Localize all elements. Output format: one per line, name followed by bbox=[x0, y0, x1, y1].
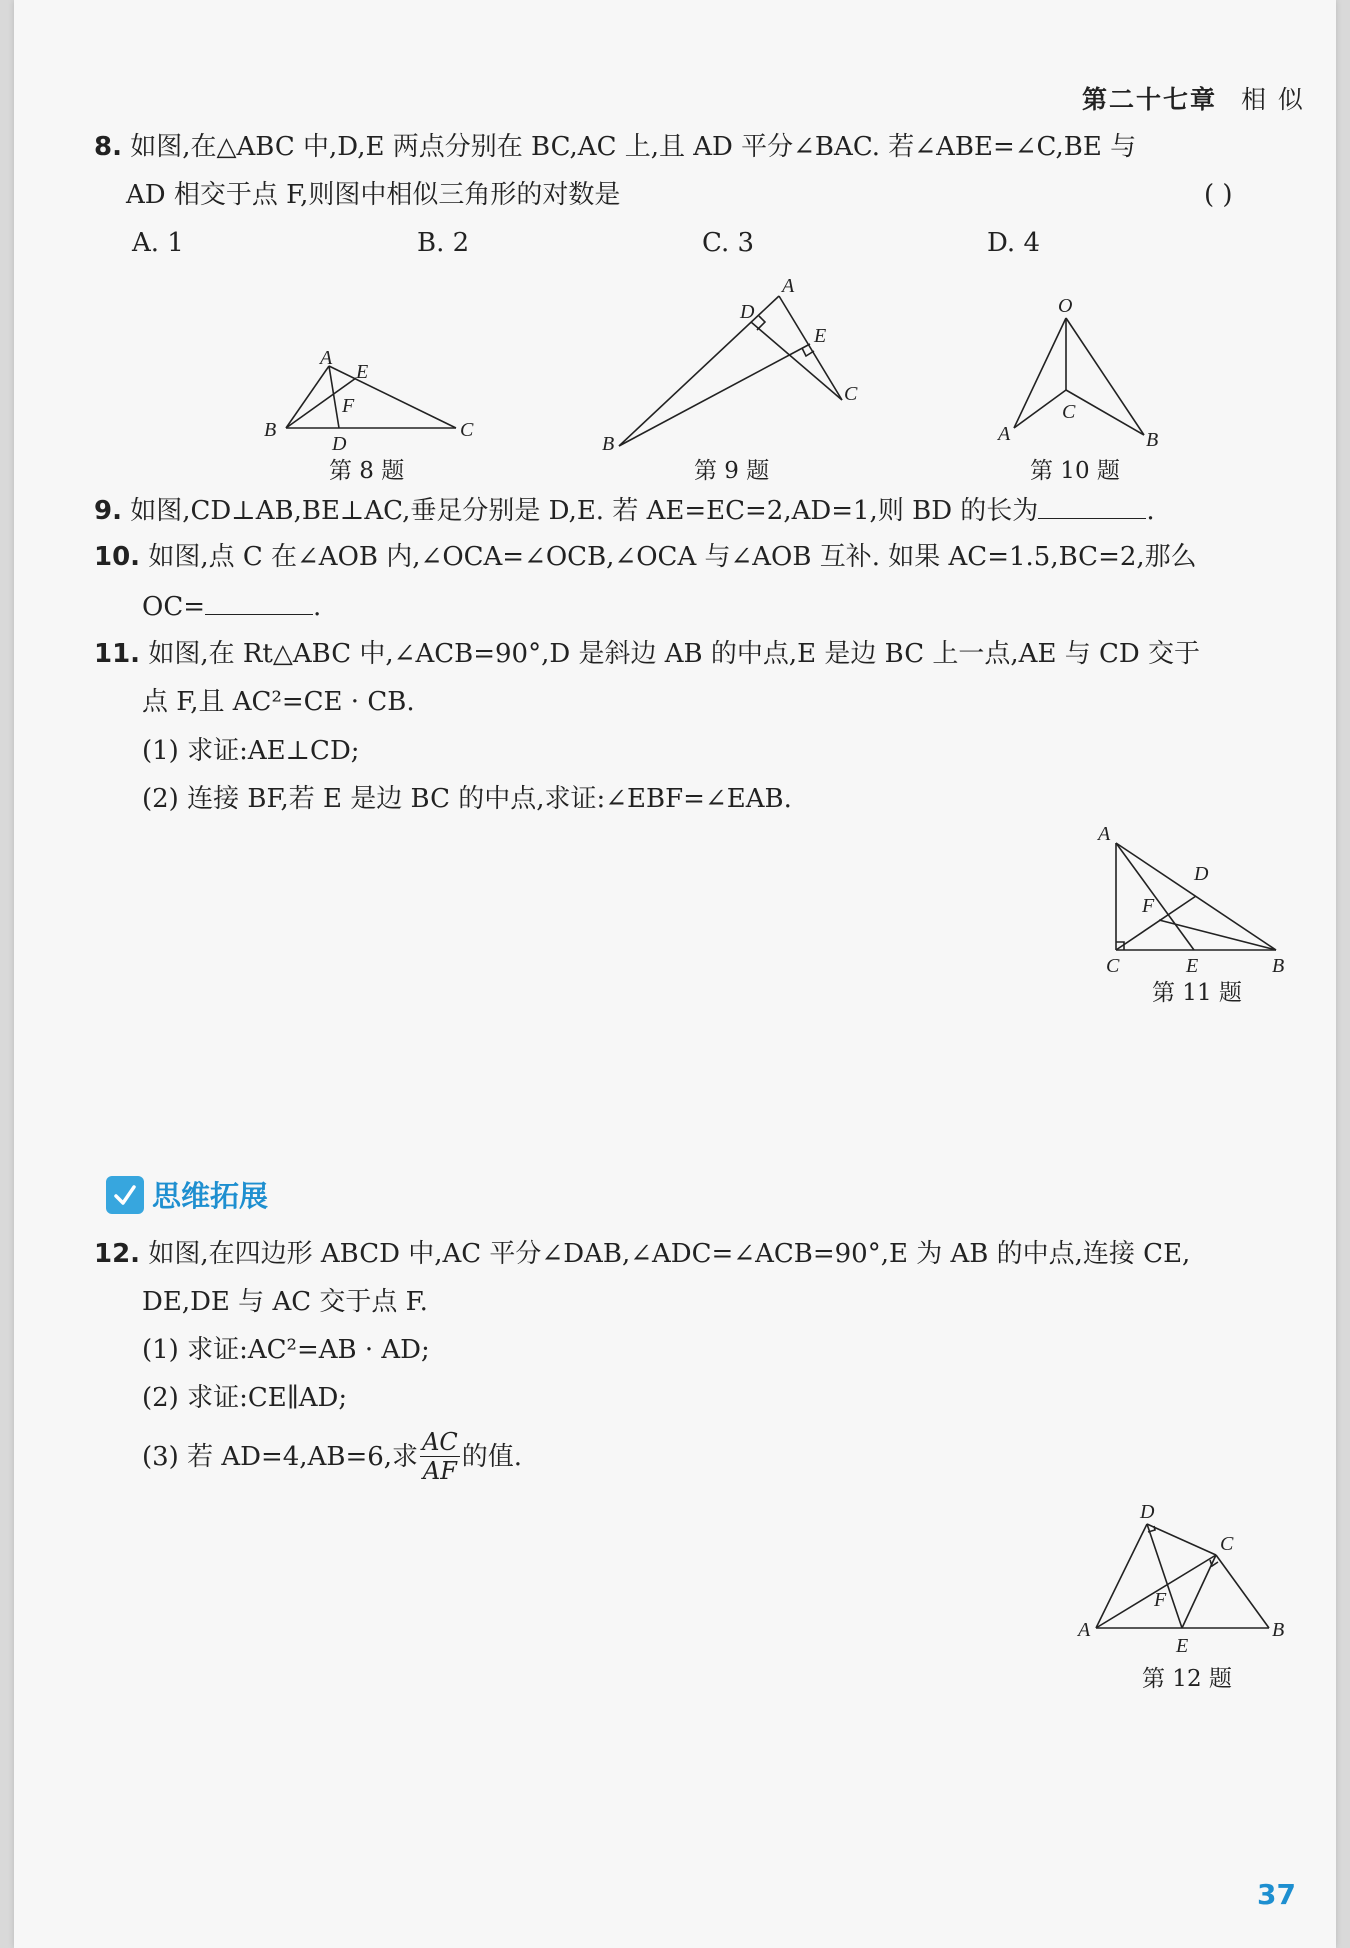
q9-text: 如图,CD⊥AB,BE⊥AC,垂足分别是 D,E. 若 AE=EC=2,AD=1,则 BD 的长为 bbox=[130, 496, 1039, 526]
q12-number: 12. bbox=[94, 1239, 141, 1269]
q12-fraction-denominator: AF bbox=[422, 1457, 457, 1485]
q8-text-line2: AD 相交于点 F,则图中相似三角形的对数是 bbox=[126, 180, 621, 210]
fig9-label-d: D bbox=[740, 301, 755, 323]
fig8-label-d: D bbox=[332, 433, 347, 455]
fig8-label-c: C bbox=[460, 419, 474, 441]
q9-answer-blank[interactable] bbox=[1038, 492, 1146, 519]
q8-option-a: A. 1 bbox=[132, 228, 184, 258]
q8-text-line1: 如图,在△ABC 中,D,E 两点分别在 BC,AC 上,且 AD 平分∠BAC. 若∠ABE=∠C,BE 与 bbox=[130, 132, 1137, 162]
q12-part3-end: 的值. bbox=[461, 1441, 523, 1472]
fig12-label-e: E bbox=[1176, 1635, 1189, 1657]
fig8-caption: 第 8 题 bbox=[329, 458, 405, 484]
q11-text-line2: 点 F,且 AC²=CE · CB. bbox=[142, 687, 415, 717]
fig8-label-f: F bbox=[342, 395, 355, 417]
fig12-side-cb bbox=[1216, 1555, 1269, 1628]
figure-9 bbox=[619, 296, 842, 446]
fig8-label-b: B bbox=[264, 419, 277, 441]
figure-12 bbox=[1096, 1524, 1269, 1628]
fig11-segment-ae bbox=[1116, 843, 1194, 950]
q11-part1: (1) 求证:AE⊥CD; bbox=[142, 736, 360, 766]
fig11-caption: 第 11 题 bbox=[1152, 980, 1242, 1006]
fig10-segment-bc bbox=[1066, 390, 1144, 435]
q8-option-b: B. 2 bbox=[417, 228, 470, 258]
figures-canvas bbox=[14, 0, 1336, 1948]
figure-10 bbox=[1014, 318, 1144, 435]
fig9-side-ab bbox=[619, 296, 779, 446]
q11-text-line1: 如图,在 Rt△ABC 中,∠ACB=90°,D 是斜边 AB 的中点,E 是边 BC 上一点,AE 与 CD 交于 bbox=[148, 639, 1200, 669]
fig9-right-angle-e bbox=[802, 348, 814, 356]
page bbox=[14, 0, 1336, 1948]
q12-fraction-numerator: AC bbox=[422, 1428, 458, 1456]
q10-line2 bbox=[142, 588, 321, 624]
fig9-caption: 第 9 题 bbox=[694, 458, 770, 484]
fig11-label-f: F bbox=[1142, 895, 1155, 917]
fig11-label-d: D bbox=[1194, 863, 1209, 885]
fig10-ray-ob bbox=[1066, 318, 1144, 435]
q10-line1 bbox=[94, 540, 1197, 574]
q12-line1 bbox=[94, 1237, 1190, 1271]
q10-number: 10. bbox=[94, 542, 141, 572]
q12-text-line1: 如图,在四边形 ABCD 中,AC 平分∠DAB,∠ADC=∠ACB=90°,E 为 AB 的中点,连接 CE, bbox=[148, 1239, 1191, 1269]
fig12-side-dc bbox=[1147, 1524, 1216, 1555]
fig11-label-b: B bbox=[1272, 955, 1285, 977]
q12-text-line2: DE,DE 与 AC 交于点 F. bbox=[142, 1287, 428, 1317]
figure-11 bbox=[1116, 843, 1276, 950]
fig8-label-e: E bbox=[356, 361, 369, 383]
fig11-label-a: A bbox=[1098, 823, 1111, 845]
fig9-label-c: C bbox=[844, 383, 858, 405]
fig9-segment-cd bbox=[751, 322, 842, 400]
q12-part2: (2) 求证:CE∥AD; bbox=[142, 1383, 348, 1413]
fig11-label-e: E bbox=[1186, 955, 1199, 977]
chapter-number: 第二十七章 bbox=[1082, 85, 1218, 114]
fig12-label-a: A bbox=[1078, 1619, 1091, 1641]
fig8-label-a: A bbox=[320, 347, 333, 369]
q8-number: 8. bbox=[94, 132, 122, 162]
fig9-label-e: E bbox=[814, 325, 827, 347]
fig9-label-a: A bbox=[782, 275, 795, 297]
fig9-segment-be bbox=[619, 344, 810, 446]
q8-option-d: D. 4 bbox=[987, 228, 1040, 258]
q10-answer-blank[interactable] bbox=[205, 588, 313, 615]
q9-end: . bbox=[1146, 496, 1155, 526]
section-title-text: 思维拓展 bbox=[152, 1179, 269, 1213]
fig10-label-o: O bbox=[1058, 295, 1073, 317]
q8-option-c: C. 3 bbox=[702, 228, 755, 258]
fig10-segment-ac bbox=[1014, 390, 1066, 428]
fig11-segment-bf bbox=[1159, 920, 1276, 950]
q12-part1: (1) 求证:AC²=AB · AD; bbox=[142, 1335, 430, 1365]
fig11-segment-cd bbox=[1116, 896, 1196, 950]
fig10-ray-oa bbox=[1014, 318, 1066, 428]
fig12-label-b: B bbox=[1272, 1619, 1285, 1641]
q10-text-line1: 如图,点 C 在∠AOB 内,∠OCA=∠OCB,∠OCA 与∠AOB 互补. 如果 AC=1.5,BC=2,那么 bbox=[148, 542, 1197, 572]
fig12-label-f: F bbox=[1154, 1589, 1167, 1611]
expand-icon bbox=[106, 1176, 144, 1214]
q11-part2: (2) 连接 BF,若 E 是边 BC 的中点,求证:∠EBF=∠EAB. bbox=[142, 784, 792, 814]
fig9-right-angle-d bbox=[757, 316, 765, 330]
q9-number: 9. bbox=[94, 496, 122, 526]
fig10-label-a: A bbox=[998, 423, 1011, 445]
fig9-label-b: B bbox=[602, 433, 615, 455]
q12-fraction bbox=[420, 1428, 460, 1485]
chapter-title: 相 似 bbox=[1240, 85, 1305, 114]
section-thinking-expansion bbox=[106, 1174, 268, 1215]
q9-line bbox=[94, 492, 1155, 528]
fig10-caption: 第 10 题 bbox=[1030, 458, 1120, 484]
q8-answer-paren: ( ) bbox=[1204, 180, 1233, 210]
figure-8 bbox=[286, 366, 456, 428]
q10-text-line2: OC= bbox=[142, 592, 205, 622]
fig12-label-c: C bbox=[1220, 1533, 1234, 1555]
fig12-caption: 第 12 题 bbox=[1142, 1666, 1232, 1692]
fig11-label-c: C bbox=[1106, 955, 1120, 977]
fig9-side-ac bbox=[779, 296, 842, 400]
fig12-segment-de bbox=[1147, 1524, 1182, 1628]
q12-part3 bbox=[142, 1428, 522, 1485]
page-number: 37 bbox=[1257, 1878, 1296, 1911]
fig8-side-ab bbox=[286, 366, 329, 428]
fig10-label-b: B bbox=[1146, 429, 1159, 451]
q11-line1 bbox=[94, 637, 1200, 671]
q12-part3-text: (3) 若 AD=4,AB=6,求 bbox=[142, 1441, 419, 1472]
q11-number: 11. bbox=[94, 639, 141, 669]
fig10-label-c: C bbox=[1062, 401, 1076, 423]
fig12-label-d: D bbox=[1140, 1501, 1155, 1523]
q10-end: . bbox=[313, 592, 322, 622]
